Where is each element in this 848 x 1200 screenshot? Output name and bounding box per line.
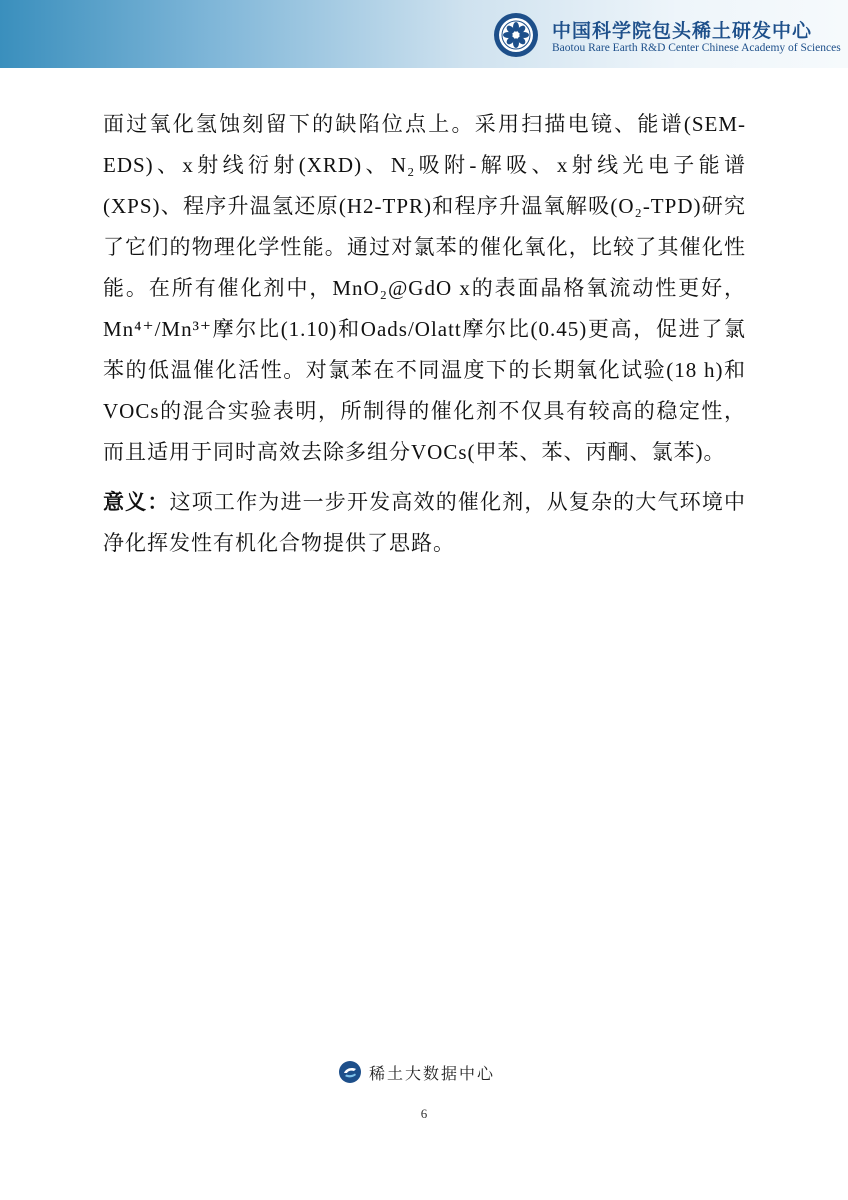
page-header xyxy=(0,0,848,68)
rare-earth-data-icon xyxy=(338,1060,362,1084)
cas-seal-icon xyxy=(493,12,539,58)
significance-paragraph xyxy=(103,482,746,564)
brand-name: 稀土大数据中心 xyxy=(369,1063,496,1083)
significance-label: 意义： xyxy=(103,490,170,514)
org-name-en: Baotou Rare Earth R&D Center Chinese Academy of Sciences xyxy=(552,42,841,54)
page-number: 6 xyxy=(420,1106,428,1121)
footer-brand xyxy=(338,1058,495,1086)
article-body xyxy=(103,104,746,564)
significance-text: 这项工作为进一步开发高效的催化剂，从复杂的大气环境中净化挥发性有机化合物提供了思路。 xyxy=(103,490,747,555)
body-paragraph: 面过氧化氢蚀刻留下的缺陷位点上。采用扫描电镜、能谱(SEM-EDS)、x射线衍射(XRD)、N₂吸附-解吸、x射线光电子能谱(XPS)、程序升温氢还原(H2-TPR)和程序升温氧解吸(O₂-TPD)研究了它们的物理化学性能。通过对氯苯的催化氧化，比较了其催化性能。在所有催化剂中，MnO₂@GdO x的表面晶格氧流动性更好，Mn⁴⁺/Mn³⁺摩尔比(1.10)和Oads/Olatt摩尔比(0.45)更高，促进了氯苯的低温催化活性。对氯苯在不同温度下的长期氧化试验(18 h)和VOCs的混合实验表明，所制得的催化剂不仅具有较高的稳定性，而且适用于同时高效去除多组分VOCs(甲苯、苯、丙酮、氯苯)。 xyxy=(103,112,746,464)
org-name-cn: 中国科学院包头稀土研发中心 xyxy=(552,20,813,42)
